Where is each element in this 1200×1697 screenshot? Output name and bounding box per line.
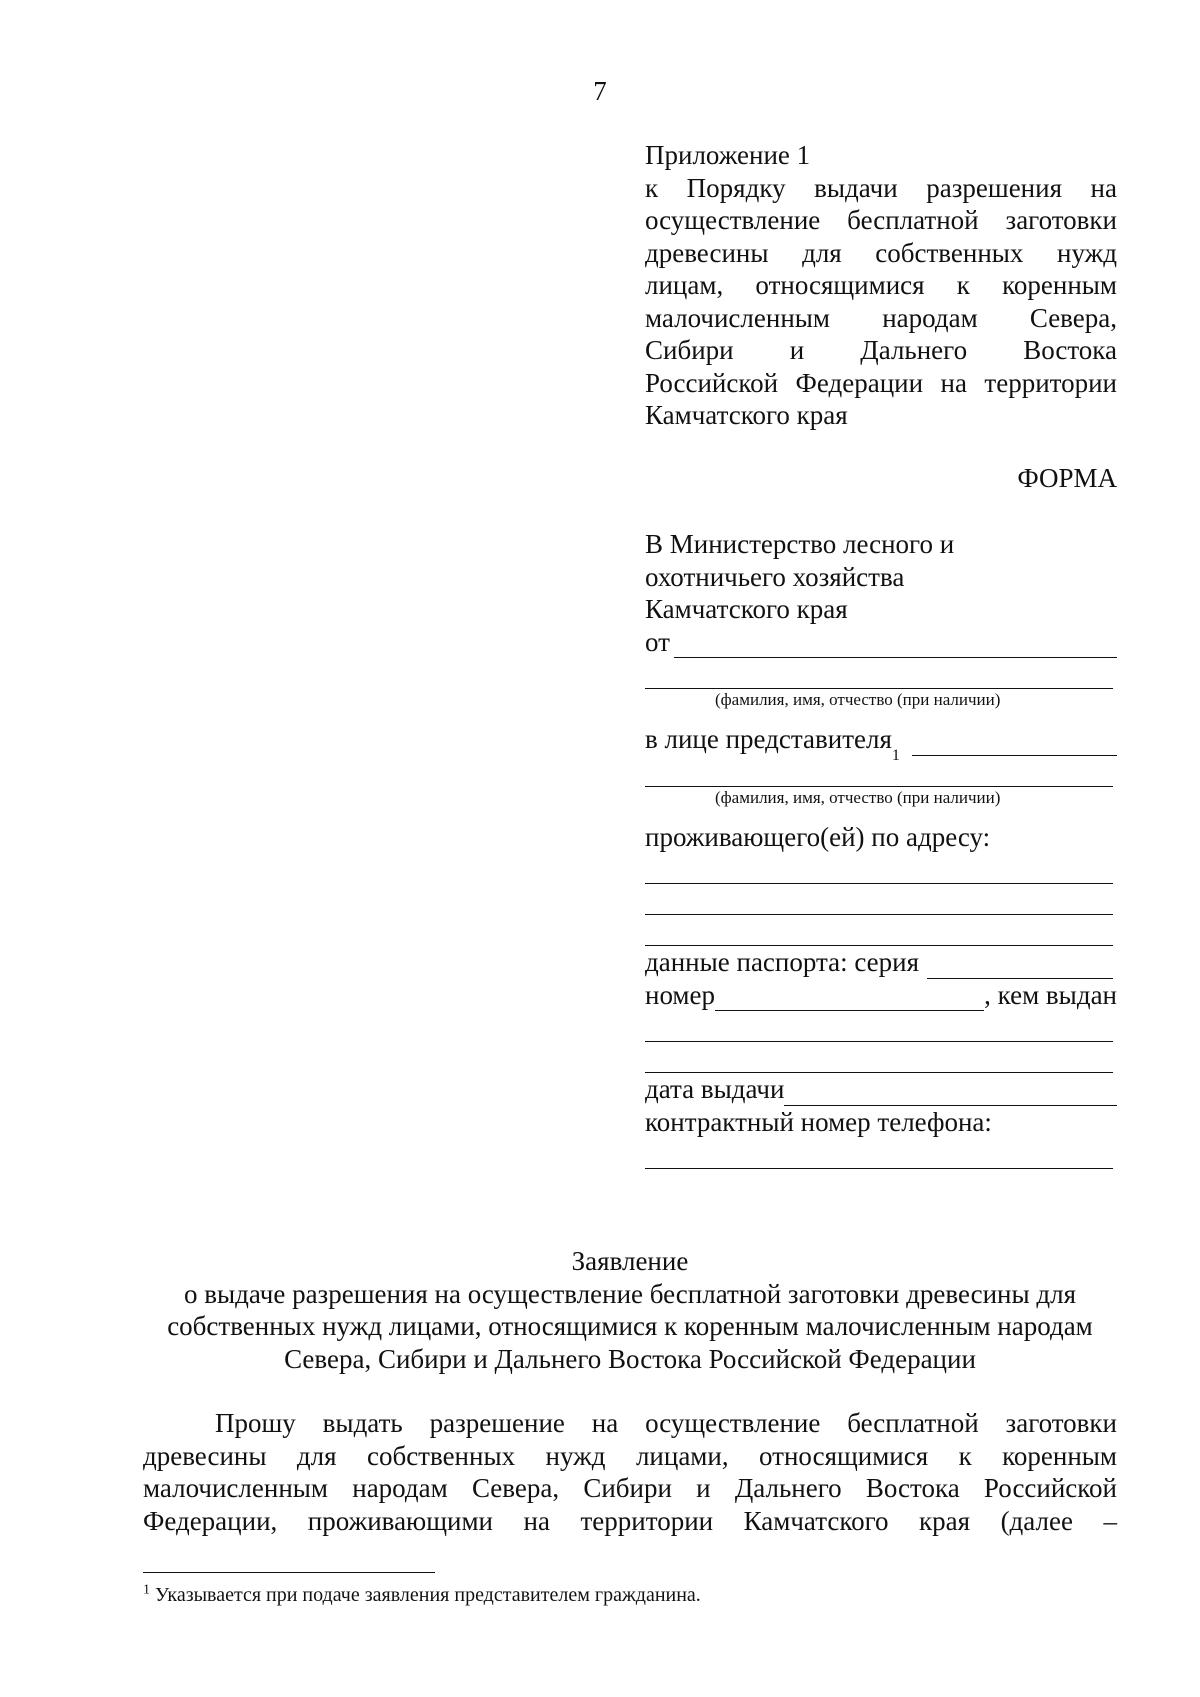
issued-by-fill-line[interactable] [645, 1011, 1113, 1042]
appendix-line: древесины для собственных нужд [645, 237, 1117, 268]
addressee-line: охотничьего хозяйства [645, 561, 905, 592]
appendix-line: к Порядку выдачи разрешения на [645, 172, 1117, 203]
footnote-text: Указывается при подаче заявления представителем гражданина. [150, 1584, 701, 1606]
number-label: номер [645, 979, 716, 1010]
appendix-line: Сибири и Дальнего Востока [645, 335, 1117, 365]
from-row [645, 626, 1117, 659]
address-fill-line[interactable] [645, 884, 1113, 915]
addressee-line: Камчатского края [645, 594, 848, 624]
statement-body-line: Прошу выдать разрешение на осуществление бесплатной заготовки [215, 1408, 1117, 1438]
appendix-title: Приложение 1 [645, 140, 811, 170]
issued-by-label: , кем выдан [984, 979, 1117, 1010]
passport-row [645, 946, 1117, 979]
issue-date-row [645, 1073, 1117, 1106]
address-fill-line[interactable] [645, 915, 1113, 946]
representative-row: в лице представителя 1 [645, 723, 1117, 756]
phone-label: контрактный номер телефона: [645, 1106, 992, 1137]
appendix-line: Камчатского края [645, 400, 848, 430]
appendix-line: осуществление бесплатной заготовки [645, 205, 1117, 235]
forma-label: ФОРМА [1017, 463, 1117, 493]
footnote-marker: 1 [143, 1582, 150, 1598]
statement-title: Заявление [571, 1246, 689, 1276]
addressee-block [645, 528, 1117, 1169]
statement-subtitle-line: о выдаче разрешения на осуществление бесплатной заготовки древесины для [183, 1278, 1076, 1309]
passport-series-fill-line[interactable] [927, 954, 1113, 979]
address-label: проживающего(ей) по адресу: [645, 821, 991, 852]
appendix-line: лицам, относящимися к коренным [645, 270, 1117, 300]
statement-body-line: Федерации, проживающими на территории Камчатского края (далее – [143, 1505, 1117, 1536]
appendix-header [645, 139, 1117, 432]
number-row [645, 979, 1117, 1012]
statement-subtitle-line: собственных нужд лицами, относящимися к коренным малочисленным народам [167, 1311, 1093, 1341]
page-number: 7 [593, 76, 607, 106]
statement-subtitle-line: Севера, Сибири и Дальнего Востока Российской Федерации [284, 1343, 976, 1374]
fio-caption-2: (фамилия, имя, отчество (при наличии) [715, 787, 1001, 807]
issued-by-fill-line[interactable] [645, 1042, 1113, 1073]
phone-fill-line[interactable] [645, 1138, 1113, 1169]
statement-body-line: малочисленным народам Севера, Сибири и Дальнего Востока Российской [143, 1473, 1117, 1503]
issue-date-fill-line[interactable] [784, 1081, 1117, 1106]
from-label: от [645, 626, 670, 657]
fio-caption: (фамилия, имя, отчество (при наличии) [715, 690, 1001, 709]
representative-fio-fill-line[interactable] [645, 756, 1113, 787]
statement-body [143, 1407, 1117, 1537]
issue-date-label: дата выдачи [645, 1074, 785, 1104]
representative-label: в лице представителя [645, 724, 892, 754]
address-fill-line[interactable] [645, 853, 1113, 884]
statement-body-line: древесины для собственных нужд лицами, относящимися к коренным [143, 1440, 1117, 1471]
footnote [143, 1582, 1117, 1608]
from-fill-line[interactable] [674, 633, 1117, 658]
representative-fill-line[interactable] [912, 731, 1117, 756]
footnote-separator [143, 1572, 435, 1573]
appendix-line: малочисленным народам Севера, [645, 302, 1117, 333]
passport-number-fill-line[interactable] [715, 986, 984, 1011]
passport-label: данные паспорта: серия [645, 947, 920, 977]
appendix-line: Российской Федерации на территории [645, 367, 1117, 398]
statement-heading [143, 1245, 1117, 1375]
fio-fill-line[interactable] [645, 658, 1113, 689]
addressee-line: В Министерство лесного и [645, 529, 955, 559]
